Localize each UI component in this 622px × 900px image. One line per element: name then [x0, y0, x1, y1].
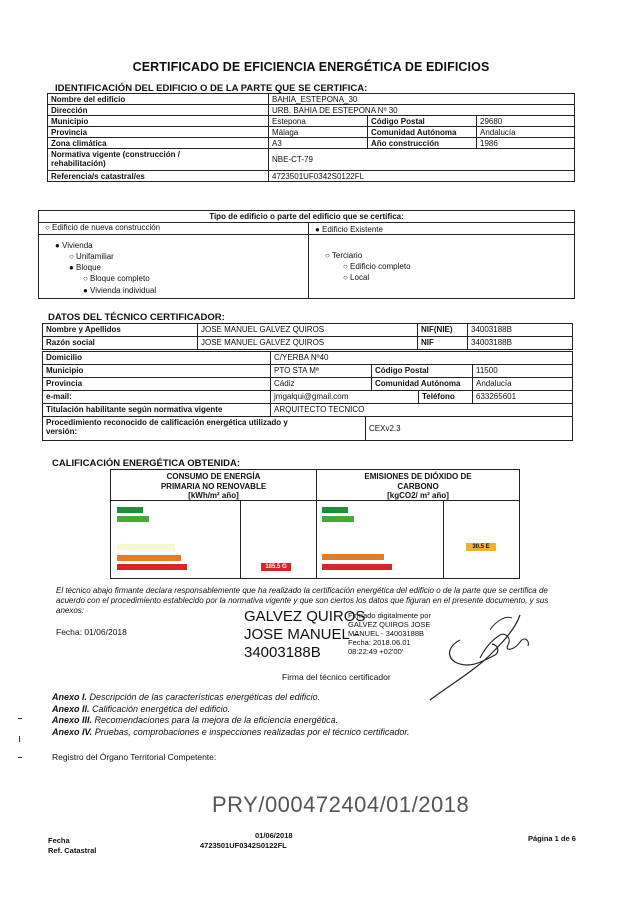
tec-titulacion-label: Titulación habilitante según normativa vigente: [42, 403, 271, 417]
tec-telefono-value: 633265601: [472, 390, 573, 404]
normativa-label-line1: Normativa vigente (construcción /: [51, 150, 180, 159]
tec-nif-label: NIF: [417, 336, 468, 350]
signature-detail-5: 08:22:49 +02'00': [348, 647, 404, 656]
emisiones-title-2: CARBONO: [397, 481, 439, 491]
tec-razon-value: JOSE MANUEL GALVEZ QUIROS: [197, 336, 418, 350]
anexo-label: Anexo III.: [52, 715, 93, 725]
terciario-radio: ○ Terciario: [325, 251, 363, 260]
tec-email-value: jmgalqui@gmail.com: [270, 390, 419, 404]
direccion-label: Dirección: [47, 104, 269, 116]
tec-proc-label-line2: versión:: [46, 427, 78, 436]
zona-label: Zona climática: [47, 137, 269, 149]
consumo-title-1: CONSUMO DE ENERGÍA: [166, 472, 261, 481]
tec-provincia-label: Provincia: [42, 377, 271, 391]
normativa-value: NBE-CT-79: [268, 148, 575, 171]
tec-nifnie-value: 34003188B: [467, 323, 573, 337]
tec-nombre-value: JOSE MANUEL GALVEZ QUIROS: [197, 323, 418, 337]
direccion-value: URB. BAHIA DE ESTEPONA Nº 30: [268, 104, 575, 116]
footer-page: Página 1 de 6: [528, 834, 576, 843]
anexo-label: Anexo II.: [52, 703, 90, 714]
digital-signature-details: [348, 611, 431, 656]
consumo-bar-d: [117, 544, 175, 550]
emisiones-bar-b: [322, 516, 354, 522]
emisiones-bar-g: [322, 564, 392, 570]
tipo-edificio-box: [38, 210, 575, 299]
nueva-construccion-radio: ○ Edificio de nueva construcción: [45, 223, 161, 232]
tipo-row-1: [39, 222, 574, 235]
identification-heading: IDENTIFICACIÓN DEL EDIFICIO O DE LA PARTE QUE SE CERTIFICA:: [55, 83, 368, 94]
scan-mark: [18, 757, 22, 758]
emisiones-bar-f: [322, 554, 384, 560]
signature-name-3: 34003188B: [244, 644, 321, 661]
tec-cp-label: Código Postal: [371, 364, 473, 378]
consumo-bar-g: [117, 564, 187, 570]
anexo-item: [52, 704, 410, 716]
emisiones-inner-divider: [443, 501, 444, 578]
edificio-completo-radio: ○ Edificio completo: [343, 262, 411, 271]
tec-domicilio-label: Domicilio: [42, 351, 271, 365]
vivienda-individual-radio: ● Vivienda individual: [83, 286, 157, 295]
consumo-inner-divider: [240, 501, 241, 578]
tec-proc-label-line1: Procedimiento reconocido de calificación energética utilizado y: [46, 418, 288, 427]
tipo-row-divider: [308, 222, 309, 234]
scan-mark: [18, 718, 22, 719]
anexo-label: Anexo I.: [52, 692, 88, 702]
emisiones-result-badge: 30.5 E: [466, 543, 496, 551]
handwritten-signature: [420, 600, 540, 710]
bloque-completo-radio: ○ Bloque completo: [83, 274, 150, 283]
anexo-item: [52, 715, 410, 727]
signature-name-2: JOSE MANUEL -: [244, 626, 359, 643]
anio-label: Año construcción: [367, 137, 477, 149]
footer-ref-label: Ref. Catastral: [48, 846, 97, 855]
ca-label: Comunidad Autónoma: [367, 126, 477, 138]
bloque-radio: ● Bloque: [69, 263, 101, 272]
anexo-item: [52, 727, 410, 739]
consumo-title-2: PRIMARIA NO RENOVABLE: [160, 481, 267, 491]
footer-fecha-label: Fecha: [48, 836, 70, 845]
ref-value: 4723501UF0342S0122FL: [268, 170, 575, 182]
provincia-value: Málaga: [268, 126, 368, 138]
tec-ca-label: Comunidad Autónoma: [371, 377, 473, 391]
scan-mark: [19, 736, 20, 742]
anio-value: 1986: [476, 137, 575, 149]
ref-label: Referencia/s catastral/es: [47, 170, 269, 182]
normativa-label: [47, 148, 269, 171]
municipio-value: Estepona: [268, 115, 368, 127]
vivienda-radio: ● Vivienda: [55, 241, 93, 250]
tec-domicilio-value: C/YERBA Nº40: [270, 351, 573, 365]
unifamiliar-radio: ○ Unifamiliar: [69, 252, 114, 261]
registro-label: Registro del Órgano Territorial Competente:: [52, 752, 217, 762]
calificacion-box: [110, 469, 520, 579]
tec-cp-value: 11500: [472, 364, 573, 378]
consumo-bar-b: [117, 516, 149, 522]
tipo-heading: Tipo de edificio o parte del edificio que se certifica:: [209, 212, 404, 221]
anexo-text: Calificación energética del edificio.: [92, 703, 231, 714]
declaracion-text: El técnico abajo firmante declara responsablemente que ha realizado la certificación energética del edificio o de la parte que se certifica de acuerdo con el procedimiento establecido por la normativa vigente y que son ciertos los datos que figuran en el presente documento, y sus anexos:: [56, 586, 549, 615]
signature-detail-1: Firmado digitalmente por: [348, 611, 431, 620]
calificacion-heading: CALIFICACIÓN ENERGÉTICA OBTENIDA:: [52, 458, 241, 469]
tec-telefono-label: Teléfono: [418, 390, 473, 404]
signature-caption: Firma del técnico certificador: [282, 672, 391, 682]
tipo-col-divider: [308, 235, 309, 299]
municipio-label: Municipio: [47, 115, 269, 127]
signature-detail-3: MANUEL - 34003188B: [348, 629, 425, 638]
anexos-list: [52, 692, 410, 738]
fecha-firma: Fecha: 01/06/2018: [56, 627, 127, 637]
consumo-result-badge: 185.5 G: [261, 563, 291, 571]
tec-municipio-value: PTO STA Mª: [270, 364, 372, 378]
consumo-bar-f: [117, 555, 181, 561]
anexo-item: [52, 692, 410, 704]
normativa-label-line2: rehabilitación): [51, 159, 106, 168]
anexo-text: Descripción de las características energéticas del edificio.: [89, 692, 321, 702]
signature-detail-2: GALVEZ QUIROS JOSE: [348, 620, 431, 629]
anexo-text: Recomendaciones para la mejora de la eficiencia energética.: [94, 715, 339, 725]
tec-razon-label: Razón social: [42, 336, 198, 350]
footer-fecha-value: 01/06/2018: [255, 831, 293, 840]
footer-ref-value: 4723501UF0342S0122FL: [200, 841, 287, 850]
emisiones-bar-a: [322, 507, 348, 513]
nombre-value: BAHIA_ESTEPONA_30: [268, 93, 575, 105]
anexo-label: Anexo IV.: [52, 726, 93, 737]
ca-value: Andalucía: [476, 126, 575, 138]
consumo-units: [kWh/m² año]: [188, 491, 239, 500]
signature-detail-4: Fecha: 2018.06.01: [348, 638, 411, 647]
edificio-existente-radio: ● Edificio Existente: [315, 225, 383, 234]
signature-name-1: GALVEZ QUIROS: [244, 608, 366, 625]
cp-label: Código Postal: [367, 115, 477, 127]
tec-nif-value: 34003188B: [467, 336, 573, 350]
tec-ca-value: Andalucía: [472, 377, 573, 391]
zona-value: A3: [268, 137, 368, 149]
registro-number: PRY/000472404/01/2018: [212, 792, 470, 817]
nombre-label: Nombre del edificio: [47, 93, 269, 105]
emisiones-units: [kgCO2/ m² año]: [387, 491, 449, 500]
tec-nifnie-label: NIF(NIE): [417, 323, 468, 337]
consumo-header: [111, 472, 316, 501]
tec-nombre-label: Nombre y Apellidos: [42, 323, 198, 337]
anexo-text: Pruebas, comprobaciones e inspecciones realizadas por el técnico certificador.: [94, 726, 410, 737]
document-title: CERTIFICADO DE EFICIENCIA ENERGÉTICA DE EDIFICIOS: [132, 60, 490, 74]
tecnico-heading: DATOS DEL TÉCNICO CERTIFICADOR:: [48, 312, 225, 323]
provincia-label: Provincia: [47, 126, 269, 138]
tec-proc-value: CEXv2.3: [365, 416, 573, 441]
tec-email-label: e-mail:: [42, 390, 271, 404]
emisiones-header: [317, 472, 519, 501]
tec-titulacion-value: ARQUITECTO TECNICO: [270, 403, 573, 417]
local-radio: ○ Local: [343, 273, 370, 282]
tec-provincia-value: Cádiz: [270, 377, 372, 391]
consumo-bar-a: [117, 507, 143, 513]
emisiones-title-1: EMISIONES DE DIÓXIDO DE: [364, 472, 472, 481]
cp-value: 29680: [476, 115, 575, 127]
tec-proc-label: [42, 416, 366, 441]
tec-municipio-label: Municipio: [42, 364, 271, 378]
